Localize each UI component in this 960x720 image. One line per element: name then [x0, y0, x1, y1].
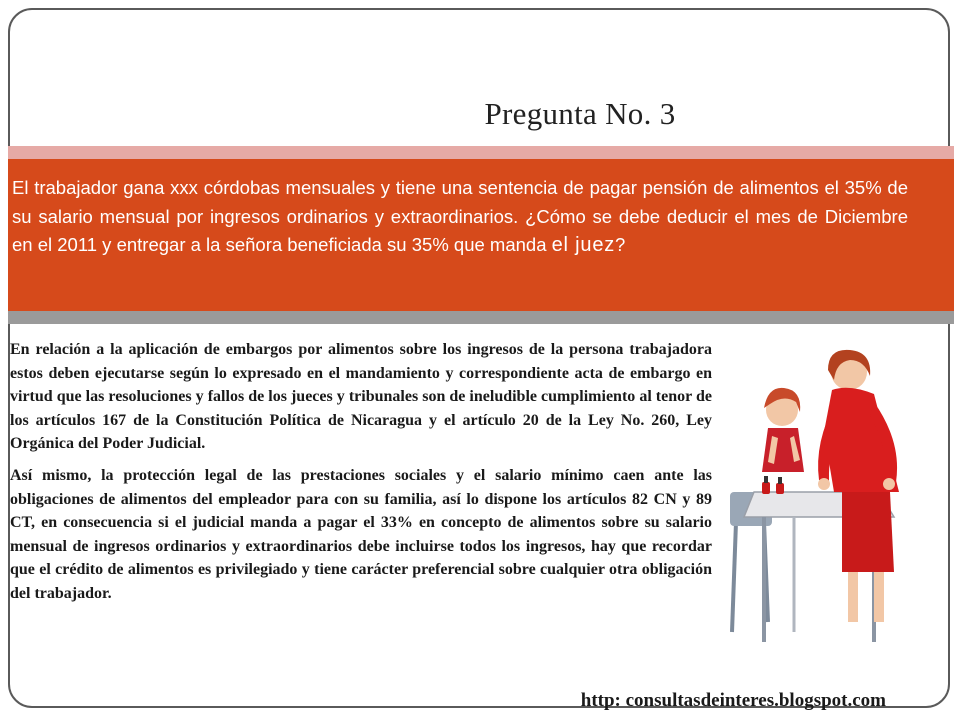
question-end: ?: [615, 234, 626, 255]
footer-url[interactable]: http: consultasdeinteres.blogspot.com: [580, 690, 886, 711]
accent-band-bottom: [8, 311, 954, 324]
question-main: El trabajador gana xxx córdobas mensuales y tiene una sentencia de pagar pensión de alimentos el 35% de su salario mensual por ingresos ordinarios y extraordinarios. ¿Cómo se debe deducir el mes de Diciembre en el 2011 y entregar a la señora beneficiada su 35% que manda: [12, 177, 908, 255]
accent-band-top: [8, 146, 954, 159]
question-text: [12, 174, 908, 260]
answer-paragraph-2: Así mismo, la protección legal de las prestaciones sociales y el salario mínimo caen ante las obligaciones de alimentos del empleador para con su familia, así lo dispone los artículos 82 CN y 89 CT, en consecuencia si el judicial manda a pagar el 33% en concepto de alimentos sobre su salario mensual de ingresos ordinarios y extraordinarios debe incluirse todos los ingresos, hay que recordar que el crédito de alimentos es privilegiado y tiene carácter preferencial sobre cualquier otra obligación del trabajador.: [10, 466, 712, 602]
slide-title: Pregunta No. 3: [484, 96, 676, 131]
manicure-illustration-icon: [724, 342, 924, 647]
answer-paragraph-1: En relación a la aplicación de embargos por alimentos sobre los ingresos de la persona trabajadora estos deben ejecutarse según lo expresado en el mandamiento y correspondiente acta de embargo en virtud que las resoluciones y fallos de los jueces y tribunales son de ineludible cumplimiento al tenor de los artículos 167 de la Constitución Política de Nicaragua y el artículo 20 de la Ley No. 260, Ley Orgánica del Poder Judicial.: [10, 341, 712, 453]
question-emphasis: el juez: [551, 234, 616, 256]
question-banner: [8, 159, 954, 311]
answer-body: [10, 338, 712, 614]
